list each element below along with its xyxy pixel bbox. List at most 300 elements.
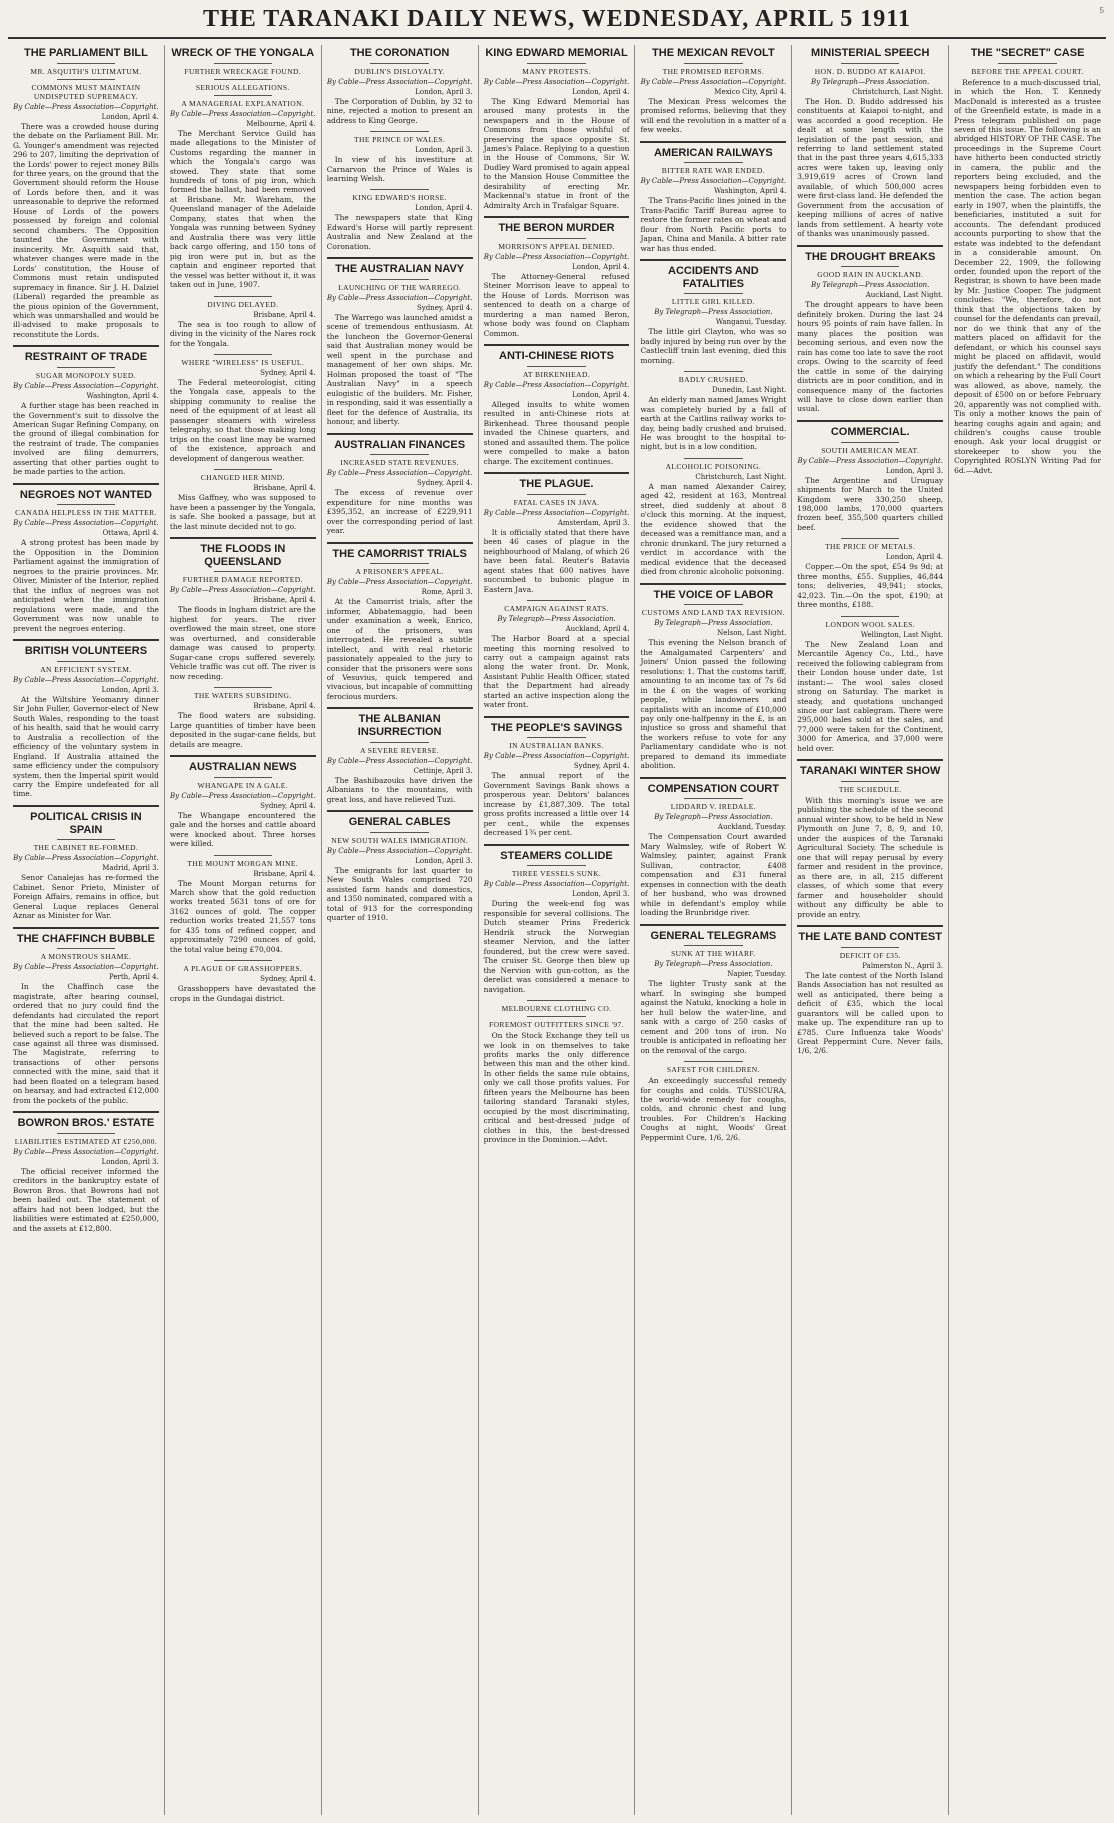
column-4 [479,45,636,1815]
article-subhead: THREE VESSELS SUNK. [511,869,602,879]
article-dateline: Ottawa, April 4. [102,529,159,538]
article-body: An exceedingly successful remedy for coughs and colds. TUSSICURA, the world-wide remedy for coughs, colds, and chronic chest and lung troubles. For Children's Hacking Coughs at night, Woods' Great Peppermint Cure, 1/6, 2/6. [640,1076,787,1142]
article [170,687,316,749]
subhead-rule [370,832,428,833]
article-subhead: THE PRICE OF METALS. [825,542,916,552]
subhead-rule [57,79,115,80]
article [640,924,786,1055]
article-body: The Whangape encountered the gale and the horses and cattle aboard were knocked about. Three horses were killed. [169,810,316,849]
article-body: An elderly man named James Wright was completely buried by a fall of earth at the Caitlins railway works to-day, being badly crushed and bruised. He was brought to the hospital to-night, but is in a low condition. [640,395,787,452]
article [13,927,159,1106]
article-dateline: Christchurch, Last Night. [852,87,944,96]
article-subhead: A SEVERE REVERSE. [360,745,440,755]
article-body: Reference to a much-discussed trial, in which the Hon. T. Kennedy MacDonald is interested as a trustee of the Greenfield estate, is made in a Press telegram published on page seven of this issue. The following is an abridged HISTORY OF THE CASE. The proceedings in the Supreme Court have hitherto been conducted strictly in camera, the public and the reporters being excluded, and the newspapers being forbidden even to mention the case. The action began early in 1907, when the plaintiffs, the beneficiaries, instituted a suit for accounts. The defendant produced accounts purporting to show that the estate was indebted to the defendant in a considerable amount. On December 22, 1909, the following order, founded upon the report of the Registrar, is shown to have been made by Mr. Justice Cooper. The judgment concludes: "We, therefore, do not think that the objections taken by counsel for the defendants can prevail, nor do we think that any of the matters placed on affidavit for the defendant, or which his counsel says might be placed on affidavit, would justify the defendant." The conditions on which a rehearing by the Full Court was allowed, as above, namely, the deposit of £500 on or before February 20, apparently was not complied with. Tis only a mother knows the pain of hearing coughs again and again; and children's coughs cause trouble enough. Ask your local druggist or storekeeper to show you the Copyrighted ROSLYN Writing Pad for 6d.—Advt. [954,77,1101,475]
article-subhead: KING EDWARD'S HORSE. [352,193,447,203]
article-body: The Attorney-General refused Steiner Morrison leave to appeal to the House of Lords. Morrison was sentenced to death on a charge of murdering a man named Beron, whose body was found on Clapham Common. [483,271,630,338]
article-body: The official receiver informed the creditors in the bankruptcy estate of Bowron Bros. that Bowrons had not been bailed out. The statement of affairs had not been lodged, but the liabilities were estimated at £250,000, and the assets at £12,800. [13,1166,159,1233]
article-subhead: LITTLE GIRL KILLED. [671,297,755,307]
article-dateline: Washington, April 4. [713,187,787,196]
article-body: The newspapers state that King Edward's Horse will partly represent Australia and New Zealand at the Coronation. [326,213,473,251]
column-3 [322,45,479,1815]
article-subhead: AN EFFICIENT SYSTEM. [40,664,132,674]
article [170,855,316,955]
article [327,189,473,251]
article-separator [640,924,786,926]
article [797,538,943,609]
article-body: Grasshoppers have devastated the crops in the Gundagai district. [169,984,316,1003]
article-body: The sea is too rough to allow of diving in the vicinity of the Nares rock for the Yongala. [169,319,316,348]
article-subhead: LIABILITIES ESTIMATED AT £250,000. [14,1136,158,1146]
article [170,755,316,849]
article [327,542,473,702]
article-separator [484,344,630,346]
article-body: There was a crowded house during the debate on the Parliament Bill. Mr. G. Younger's amendment was rejected 296 to 207, limiting the deprivation of the Lords' power to reject money Bills for three years, on the ground that the Government should reform the House of Lords before then, and it was unreasonable to deprive the reformed House of Lords of the powers possessed by foreign and colonial second chambers. The Opposition taunted the Government with insincerity. Mr. Asquith said that, whatever changes were made in the Lords' constitution, the House of Commons must retain undisputed supremacy in finance. Sir J. H. Dalziel (Liberal) regarded the preamble as the pious opinion of the Government, which was unmarshalled and would be ill-advised to make proposals to reconstitute the Lords. [13,121,159,339]
article-headline: GENERAL TELEGRAMS [650,929,777,942]
article-separator [484,844,630,846]
article [484,216,630,338]
article-subhead: HON. D. BUDDO AT KAIAPOI. [814,66,926,76]
article-byline: By Cable—Press Association—Copyright. [326,77,473,86]
article-headline: THE PARLIAMENT BILL [24,47,148,59]
subhead-rule [214,777,272,778]
article-body: The Harbor Board at a special meeting this morning resolved to carry out a campaign against rats along the water front. Dr. Monk, Assistant Public Health Officer, stated that the Department had already started an active inspection along the water front. [483,634,630,710]
article-dateline: London, April 3. [415,146,473,155]
article-dateline: Washington, April 4. [86,392,159,401]
article [484,47,630,210]
article-separator [797,420,943,422]
article-body: The flood waters are subsiding. Large quantities of timber have been deposited in the sugar-cane fields, but details are meagre. [169,711,316,749]
article-separator [484,716,630,718]
article [13,805,159,921]
article-headline: COMMERCIAL. [830,425,910,438]
article-headline: THE CHAFFINCH BUBBLE [16,932,155,945]
article-byline: By Cable—Press Association—Copyright. [326,846,473,855]
article-dateline: Wanganui, Tuesday. [715,318,787,327]
article [484,600,630,710]
article [170,296,316,348]
article-subhead: DEFICIT OF £35. [839,950,901,960]
article-byline: By Cable—Press Association—Copyright. [797,456,943,465]
article-headline: ANTI-CHINESE RIOTS [499,350,614,363]
subhead-rule [841,63,899,64]
article-byline: By Cable—Press Association—Copyright. [483,752,630,761]
subhead-rule [527,1016,585,1017]
subhead-rule [57,839,115,840]
subhead-rule [214,79,272,80]
article-subhead: BEFORE THE APPEAL COURT. [971,66,1084,76]
article-byline: By Telegraph—Press Association. [654,308,773,317]
article-byline: By Cable—Press Association—Copyright. [13,1147,159,1156]
article-byline: By Cable—Press Association—Copyright. [483,380,630,389]
subhead-rule [214,855,272,856]
subhead-rule [370,454,428,455]
subhead-rule [370,742,428,743]
article-byline: By Telegraph—Press Association. [497,615,616,624]
article [170,47,316,290]
article-subhead: SUGAR MONOPOLY SUED. [35,371,136,381]
article-subhead: CUSTOMS AND LAND TAX REVISION. [641,608,785,618]
article-dateline: London, April 4. [572,262,630,271]
article-body: The Merchant Service Guild has made allegations to the Minister of Customs regarding the manner in which the Yongala's cargo was stowed. They state that some hundreds of tons of pig iron, which formed the ballast, had been removed at Brisbane. Mr. Wareham, the Queensland manager of the Adelaide Company, states that when the Yongala was running between Sydney and Australia there was very little back cargo offering, and 150 tons of pig iron were put in, but as the captain and engineer reported that the vessel was better without it, it was taken out in June, 1907. [169,128,316,290]
article-byline: By Telegraph—Press Association. [811,77,930,86]
article-body: The Corporation of Dublin, by 32 to nine, rejected a motion to present an address to King George. [326,96,473,125]
article [640,458,786,577]
article-byline: By Cable—Press Association—Copyright. [326,293,473,302]
article-body: The drought appears to have been definitely broken. During the last 24 hours 95 points of rain have fallen. In many places the position was becoming serious, and even now the rain has come too late to save the root crops. Owing to the scarcity of feed the cattle in some of the dairying districts are in poor condition, and in consequence many of the factories will have to close down earlier than usual. [797,300,944,414]
article [327,433,473,536]
article-separator [327,810,473,812]
article-byline: By Telegraph—Press Association. [654,960,773,969]
article-dateline: Christchurch, Last Night. [695,472,787,481]
article-byline: By Cable—Press Association—Copyright. [326,756,473,765]
article-headline: GENERAL CABLES [348,816,451,829]
subhead-rule [684,458,742,459]
article-separator [640,141,786,143]
subhead-rule [527,63,585,64]
article-headline: WRECK OF THE YONGALA [171,47,315,59]
article-byline: By Cable—Press Association—Copyright. [483,508,630,517]
article-body: The excess of revenue over expenditure for nine months was £395,352, an increase of £229,911 over the corresponding period of last year. [326,488,473,536]
article-dateline: Napier, Tuesday. [727,970,787,979]
article-subhead: BADLY CRUSHED. [678,375,748,385]
article-dateline: Cettinje, April 3. [413,766,473,775]
subhead-rule [214,571,272,572]
article-dateline: Sydney, April 4. [416,303,473,312]
article-dateline: London, April 3. [572,890,630,899]
article [797,616,943,754]
article-body: In the Chaffinch case the magistrate, after hearing counsel, ordered that no jury could find the defendants had circulated the report that the mine had been salted. He believed such a report to be false. The case against all three was dismissed. The Magistrate, referring to transactions of other persons connected with the mine, said that it had been floated on a telegram based on hearsay, and had extracted £12,000 from the pockets of the public. [13,982,159,1105]
article-body: The Trans-Pacific lines joined in the Trans-Pacific Tariff Bureau agree to restore the former rates on wheat and flour from North Pacific ports to Japan, China and Manila. A bitter rate war has thus ended. [640,196,787,253]
article-headline: THE DROUGHT BREAKS [805,250,936,263]
article-headline: RESTRAINT OF TRADE [24,351,148,364]
article [797,47,943,239]
article [170,537,316,681]
article-headline: THE "SECRET" CASE [970,47,1085,59]
article-dateline: London, April 4. [885,553,944,562]
subhead-rule [841,266,899,267]
article-subhead: LAUNCHING OF THE WARREGO. [338,282,462,292]
article-body: At the Camorrist trials, after the informer, Abbatemaggio, had been under examination a week, Enrico, one of the prisoners, was interrogated. He revealed a subtle intellect, and with real rhetoric passionately appealed to the jury to consider that the prisoners were sons of Vesuvius, quick tempered and vivacious, but incapable of committing ferocious murders. [326,597,473,701]
article-byline: By Cable—Press Association—Copyright. [170,791,316,800]
article-byline: By Cable—Press Association—Copyright. [13,675,159,684]
article-headline: STEAMERS COLLIDE [500,849,613,862]
article [13,483,159,633]
article-subhead: MANY PROTESTS. [522,66,591,76]
article-subhead: THE PRINCE OF WALES. [354,135,446,145]
subhead-rule [370,279,428,280]
article-subhead: WHANGAPE IN A GALE. [197,780,289,790]
article-separator [13,805,159,807]
subhead-rule [684,371,742,372]
article-subhead: SOUTH AMERICAN MEAT. [821,445,920,455]
article-dateline: Mexico City, April 4. [714,87,787,96]
article-dateline: Sydney, April 4. [260,801,316,810]
article [797,925,943,1056]
article [327,47,473,125]
subhead-rule [841,538,899,539]
article-headline: THE LATE BAND CONTEST [798,931,942,944]
article-separator [484,472,630,474]
article-separator [170,537,316,539]
subhead-rule [527,1000,585,1001]
article-headline: BOWRON BROS.' ESTATE [17,1117,155,1130]
article-byline: By Cable—Press Association—Copyright. [483,880,630,889]
article [13,1111,159,1233]
article-body: It is officially stated that there have been 46 cases of plague in the neighbourhood of Malang, of which 26 have been fatal. Reuter's Batavia agent states that 600 natives have succumbed to bubonic plague in Eastern Java. [483,527,630,594]
subhead-rule [57,948,115,949]
column-1 [8,45,165,1815]
article [954,47,1101,475]
subhead-rule [370,63,428,64]
masthead: THE TARANAKI DAILY NEWS, WEDNESDAY, APRIL 5 1911 [8,6,1106,39]
article-separator [484,216,630,218]
article-dateline: Brisbane, April 4. [253,869,316,878]
article [170,354,316,463]
article-subhead: BITTER RATE WAR ENDED. [661,166,765,176]
subhead-rule [214,960,272,961]
subhead-rule [57,661,115,662]
subhead-rule [684,293,742,294]
subhead-rule [214,354,272,355]
article-body: The little girl Clayton, who was so badly injured by being run over by the Castlecliff train last evening, died this morning. [640,327,787,365]
article-dateline: Amsterdam, April 3. [557,518,630,527]
article-separator [13,1111,159,1113]
article-subhead: A PLAGUE OF GRASSHOPPERS. [183,964,303,974]
article-headline: MINISTERIAL SPEECH [811,47,930,59]
column-6 [792,45,949,1815]
article [797,420,943,532]
article-body: This evening the Nelson branch of the Amalgamated Carpenters' and Joiners' Union passed the following resolutions: 1. That the customs tariff, amounting to an income tax of 7s 6d in the £ on the wages of working people, while landowners and capitalists with an income of £10,000 pay only one-halfpenny in the £, is an injustice so gross and shameful that the workers refuse to vote for any Parliamentary candidate who is not prepared to demand its immediate abolition. [640,638,787,771]
article-body: At the Wiltshire Yeomanry dinner Sir John Fuller, Governor-elect of New South Wales, responding to the toast of his health, said that he would carry to Australia a recollection of the efficiency of the voluntary system in England. If Australia attained the same efficiency under the compulsory system, then the Imperial spirit would carry the Empire undefeated for all time. [13,694,159,799]
subhead-rule [370,131,428,132]
article-separator [640,259,786,261]
article-body: Alleged insults to white women resulted in anti-Chinese riots at Birkenhead. Three thousand people invaded the Chinese quarters, and stoned and assaulted them. The police were compelled to make a baton charge. The excitement continues. [483,399,630,466]
article-subhead: FURTHER WRECKAGE FOUND. [184,66,302,76]
article-subhead: A MANAGERIAL EXPLANATION. [181,98,305,108]
subhead-rule [527,600,585,601]
article-byline: By Cable—Press Association—Copyright. [640,177,787,186]
article-subhead: INCREASED STATE REVENUES. [340,458,460,468]
article-body: The emigrants for last quarter to New South Wales comprised 720 assisted farm hands and domestics, and 1350 nominated, compared with a total of 913 for the corresponding quarter of 1910. [326,865,473,923]
article-dateline: London, April 3. [885,466,944,475]
article-subhead: A MONSTROUS SHAME. [40,952,132,962]
article-byline: By Cable—Press Association—Copyright. [640,77,787,86]
article [640,1061,786,1142]
article-subhead: THE WATERS SUBSIDING. [193,691,292,701]
article-headline: THE ALBANIAN INSURRECTION [357,713,442,739]
article-headline: THE MEXICAN REVOLT [652,47,775,59]
article-byline: By Cable—Press Association—Copyright. [483,77,630,86]
article-subhead: FURTHER DAMAGE REPORTED. [182,575,303,585]
article-dateline: London, April 4. [572,390,630,399]
article-body: The Bashibazouks have driven the Albanians to the mountains, with great loss, and have relieved Tuzi. [326,775,473,804]
article-byline: By Cable—Press Association—Copyright. [13,854,159,863]
article-dateline: London, April 3. [101,1157,159,1166]
subhead-rule [841,781,899,782]
article-subhead: A PRISONER'S APPEAL. [355,567,444,577]
subhead-rule [841,947,899,948]
article-subhead: CANADA HELPLESS IN THE MATTER. [15,508,157,518]
article-byline: By Cable—Press Association—Copyright. [13,382,159,391]
article-subhead: FOREMOST OUTFITTERS SINCE '97. [489,1020,624,1030]
subhead-rule [527,494,585,495]
page-number: 5 [1099,6,1104,15]
article [327,257,473,426]
article [13,639,159,799]
article-headline: THE PLAGUE. [519,478,594,491]
article-subhead: CAMPAIGN AGAINST RATS. [504,604,609,614]
subhead-rule [684,945,742,946]
article-body: Copper.—On the spot, £54 9s 9d; at three months, £55. Supplies, 46,844 tons; deliveries, 49,941; stocks, 42,023. Tin.—On the spot, £190; at three months, £188. [797,562,944,610]
article [13,345,159,476]
article-subhead: COMMONS MUST MAINTAIN UNDISPUTED SUPREMACY. [31,82,141,101]
article-byline: By Cable—Press Association—Copyright. [326,578,473,587]
article-byline: By Telegraph—Press Association. [811,281,930,290]
subhead-rule [527,737,585,738]
article-body: During the week-end fog was responsible for several collisions. The Dutch steamer Prins Frederick Hendrik struck the Norwegian steamer Nervion, and the latter foundered, but the crew were saved. The cruiser St. George then blew up the Nervion with gun-cotton, as the derelict was considered a menace to navigation. [483,899,630,994]
article-dateline: Perth, April 4. [108,973,159,982]
subhead-rule [370,563,428,564]
article-separator [327,257,473,259]
article-body: The Mount Morgan returns for March show that the gold reduction works treated 5631 tons of ore for 3162 ounces of gold. The copper reduction works treated 21,557 tons for 435 tons of refined copper, and approximately 7290 ounces of gold, the total value being £70,004. [169,878,316,954]
article-subhead: DIVING DELAYED. [207,299,279,309]
subhead-rule [684,604,742,605]
article-dateline: Auckland, Last Night. [865,291,944,300]
subhead-rule [370,189,428,190]
article-body: On the Stock Exchange they tell us we look in on themselves to take profits marks the only difference between this man and the other kind. In other fields the same rule obtains, only we call those profits values. For fifteen years the Melbourne has been tailoring standard Taranaki styles, occupied by the most discriminating, critical and best-dressed judge of clothes in this, the best-dressed province in the Dominion.—Advt. [483,1031,630,1145]
article-body: The Warrego was launched amidst a scene of tremendous enthusiasm. At the luncheon the Governor-General said that Australian money would be well spent in the purchase and management of her own ships. Mr. Holman proposed the toast of "The Australian Navy" in a speech eulogistic of the builders. Mr. Fisher, in responding, said it was essentially a fleet for the defence of Australia, its honour, and liberty. [326,312,473,427]
article-headline: BRITISH VOLUNTEERS [24,645,148,658]
article [797,245,943,414]
subhead-rule [214,95,272,96]
article-separator [13,483,159,485]
article-subhead: SERIOUS ALLEGATIONS. [195,82,290,92]
article-subhead: AT BIRKENHEAD. [522,369,591,379]
article-headline: THE FLOODS IN QUEENSLAND [200,543,286,568]
article-body: In view of his investiture at Carnarvon the Prince of Wales is learning Welsh. [326,155,473,183]
article-headline: THE CORONATION [349,47,450,59]
article-subhead: THE CABINET RE-FORMED. [33,843,139,853]
article-dateline: London, April 3. [101,685,159,694]
article-body: A man named Alexander Cairey, aged 42, resident at 163, Montreal street, died suddenly at about 8 o'clock this morning. At the inquest, the evidence showed that the deceased was a remittance man, and a chronic drunkard. The jury returned a verdict in accordance with the medical evidence that the deceased died from chronic alcoholic poisoning. [640,481,787,577]
article [327,131,473,183]
article-headline: AUSTRALIAN FINANCES [334,438,466,451]
article-subhead: SUNK AT THE WHARF. [671,949,756,959]
subhead-rule [684,63,742,64]
article-subhead: THE MOUNT MORGAN MINE. [187,858,299,868]
article-dateline: London, April 3. [415,856,473,865]
article-dateline: Rome, April 3. [421,588,473,597]
article-subhead: FATAL CASES IN JAVA. [513,497,600,507]
article [327,810,473,922]
article-subhead: DUBLIN'S DISLOYALTY. [354,66,445,76]
column-container [8,45,1106,1815]
article-body: The King Edward Memorial has aroused many protests in the newspapers and in the House of Commons from those wishful of preserving the space opposite St. James's Palace. Replying to a question in the House of Commons, Sir W. Dudley Ward promised to again appeal to the Mansion House Committee the desirability of erecting Mr. Mackennal's statue in front of the Admiralty Arch in Trafalgar Square. [483,96,630,210]
article-byline: By Cable—Press Association—Copyright. [170,586,316,595]
article [640,583,786,771]
article-dateline: London, April 4. [572,87,630,96]
article-dateline: Nelson, Last Night. [717,629,787,638]
article-subhead: THE PROMISED REFORMS. [662,66,765,76]
article-dateline: Dunedin, Last Night. [712,386,787,395]
article-separator [797,245,943,247]
article [640,371,786,452]
article-byline: By Cable—Press Association—Copyright. [13,102,159,111]
subhead-rule [57,367,115,368]
article-subhead: THE SCHEDULE. [838,785,902,794]
article-headline: NEGROES NOT WANTED [19,488,152,501]
article-separator [13,345,159,347]
article-subhead: WHERE "WIRELESS" IS USEFUL. [181,358,305,368]
subhead-rule [214,687,272,688]
article-separator [640,583,786,585]
article [484,472,630,594]
article-dateline: Auckland, April 4. [565,625,630,634]
article-headline: THE AUSTRALIAN NAVY [335,263,465,276]
article-headline: THE VOICE OF LABOR [653,588,774,601]
article-subhead: GOOD RAIN IN AUCKLAND. [817,270,924,280]
article-byline: By Cable—Press Association—Copyright. [483,252,630,261]
subhead-rule [214,296,272,297]
article-dateline: Wellington, Last Night. [860,630,944,639]
subhead-rule [57,63,115,64]
article [640,777,786,918]
article-subhead: NEW SOUTH WALES IMMIGRATION. [331,835,469,845]
article-dateline: London, April 4. [101,112,159,121]
subhead-rule [57,1133,115,1134]
article [484,716,630,838]
article-headline: TARANAKI WINTER SHOW [800,765,941,778]
article-separator [327,433,473,435]
subhead-rule [527,366,585,367]
subhead-rule [214,63,272,64]
article-byline: By Cable—Press Association—Copyright. [326,469,473,478]
article [327,707,473,804]
article-dateline: Brisbane, April 4. [253,702,316,711]
article-dateline: Brisbane, April 4. [253,596,316,605]
article-headline: COMPENSATION COURT [647,782,779,795]
article-subhead: MELBOURNE CLOTHING CO. [501,1004,612,1014]
article-byline: By Telegraph—Press Association. [654,813,773,822]
article-separator [170,755,316,757]
article-subhead: LONDON WOOL SALES. [825,619,915,629]
article-headline: THE CAMORRIST TRIALS [332,547,467,560]
article-dateline: Sydney, April 4. [416,479,473,488]
article-subhead: MR. ASQUITH'S ULTIMATUM. [30,66,142,76]
article-body: The Hon. D. Buddo addressed his constituents at Kaiapoi to-night, and was accorded a good reception. He dealt at some length with the legislation of the past session, and referring to land settlement stated that in the past three years 4,615,333 acres were taken up, leaving only 3,919,619 acres of Crown land available, of which 500,000 acres were first-class land. He defended the Government from the accusation of keeping millions of acres of native lands from settlement. A hearty vote of thanks was unanimously passed. [797,96,944,239]
article [170,960,316,1003]
subhead-rule [841,442,899,443]
article [170,469,316,531]
article [484,1000,630,1145]
article-body: A strong protest has been made by the Opposition in the Dominion Parliament against the immigration of negroes to the prairie provinces. Mr. Oliver, Minister of the Interior, replied that the influx of negroes was not anticipated when the immigration regulations were made, and the Government was now unable to prevent the negroes entering. [13,538,159,633]
column-5 [635,45,792,1815]
subhead-rule [684,1061,742,1062]
subhead-rule [684,162,742,163]
article-body: The lighter Trusty sank at the wharf. In swinging she bumped against the Natuki, knocking a hole in her hull below the water-line, and sank with a cargo of 250 casks of cement and 200 tons of iron. No trouble is anticipated in refloating her on the removal of the cargo. [640,979,787,1055]
article-body: A further stage has been reached in the Government's suit to dissolve the American Sugar Refining Company, on the ground of illegal combination for the restraint of trade. The companies involved are filing demurrers, asserting that other parties ought to be made parties to the action. [13,401,159,477]
article [13,47,159,339]
article-dateline: Melbourne, April 4. [246,119,316,128]
subhead-rule [527,865,585,866]
article-subhead: MORRISON'S APPEAL DENIED. [498,241,615,251]
article [484,344,630,466]
article-dateline: Sydney, April 4. [573,762,630,771]
article-body: The Compensation Court awarded Mary Walmsley, wife of Robert W. Walmsley, painter, against Frank Sullivan, contractor, £408 compensation and £31 funeral expenses in connection with the death of her husband, who was drowned while in defendant's employ while loading the Brunbridge river. [640,832,787,918]
article-subhead: SAFEST FOR CHILDREN. [666,1065,760,1075]
article-headline: ACCIDENTS AND FATALITIES [668,264,759,290]
article-dateline: Brisbane, April 4. [253,484,316,493]
